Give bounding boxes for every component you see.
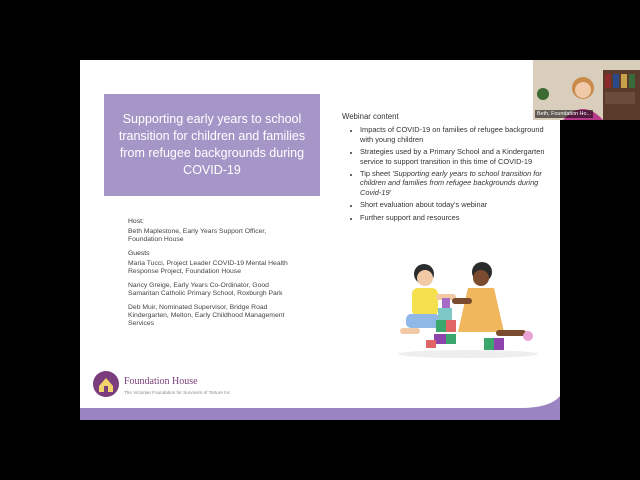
logo-subtitle: The Victorian Foundation for Survivors of Torture Inc xyxy=(124,390,231,395)
guest-1: Maria Tucci, Project Leader COVID-19 Mental Health Response Project, Foundation House xyxy=(128,260,288,275)
foundation-house-emblem-icon xyxy=(92,370,120,398)
participant-video-tile[interactable] xyxy=(533,60,640,120)
logo-name: Foundation House xyxy=(124,376,198,387)
children-playing-illustration xyxy=(392,258,544,362)
guests-label: Guests xyxy=(128,250,150,257)
webinar-item-support: • Further support and resources xyxy=(360,213,552,222)
guest-3: Deb Muir, Nominated Supervisor, Bridge Road Kindergarten, Melton, Early Childhood Management Services xyxy=(128,304,285,327)
webinar-item-impacts: • Impacts of COVID-19 on families of refugee background with young children xyxy=(360,125,552,144)
webinar-list xyxy=(342,125,552,222)
participant-name: Beth, Foundation Ho... xyxy=(537,111,591,117)
footer-wave xyxy=(80,396,560,420)
host-name: Beth Maplestone, Early Years Support Officer, Foundation House xyxy=(128,228,267,243)
guest-2: Nancy Greige, Early Years Co-Ordinator, Good Samaritan Catholic Primary School, Roxburgh Park xyxy=(128,282,283,297)
webinar-item-strategies: • Strategies used by a Primary School and a Kindergarten service to support transition in this time of COVID-19 xyxy=(360,147,552,166)
speakers-section xyxy=(128,218,298,334)
webinar-heading: Webinar content xyxy=(342,112,399,121)
host-label: Host: xyxy=(128,218,144,225)
tip-title: 'Supporting early years to school transition for children and families from refugee backgrounds during Covid-19' xyxy=(360,169,542,197)
slide-title: Supporting early years to school transition for children and families from refugee backgrounds during COVID-19 xyxy=(104,94,320,196)
tip-prefix: Tip sheet xyxy=(360,169,393,179)
webinar-item-evaluation: • Short evaluation about today's webinar xyxy=(360,200,552,209)
webinar-item-tipsheet xyxy=(360,169,552,197)
presentation-slide xyxy=(80,60,560,420)
webinar-content xyxy=(342,112,552,225)
